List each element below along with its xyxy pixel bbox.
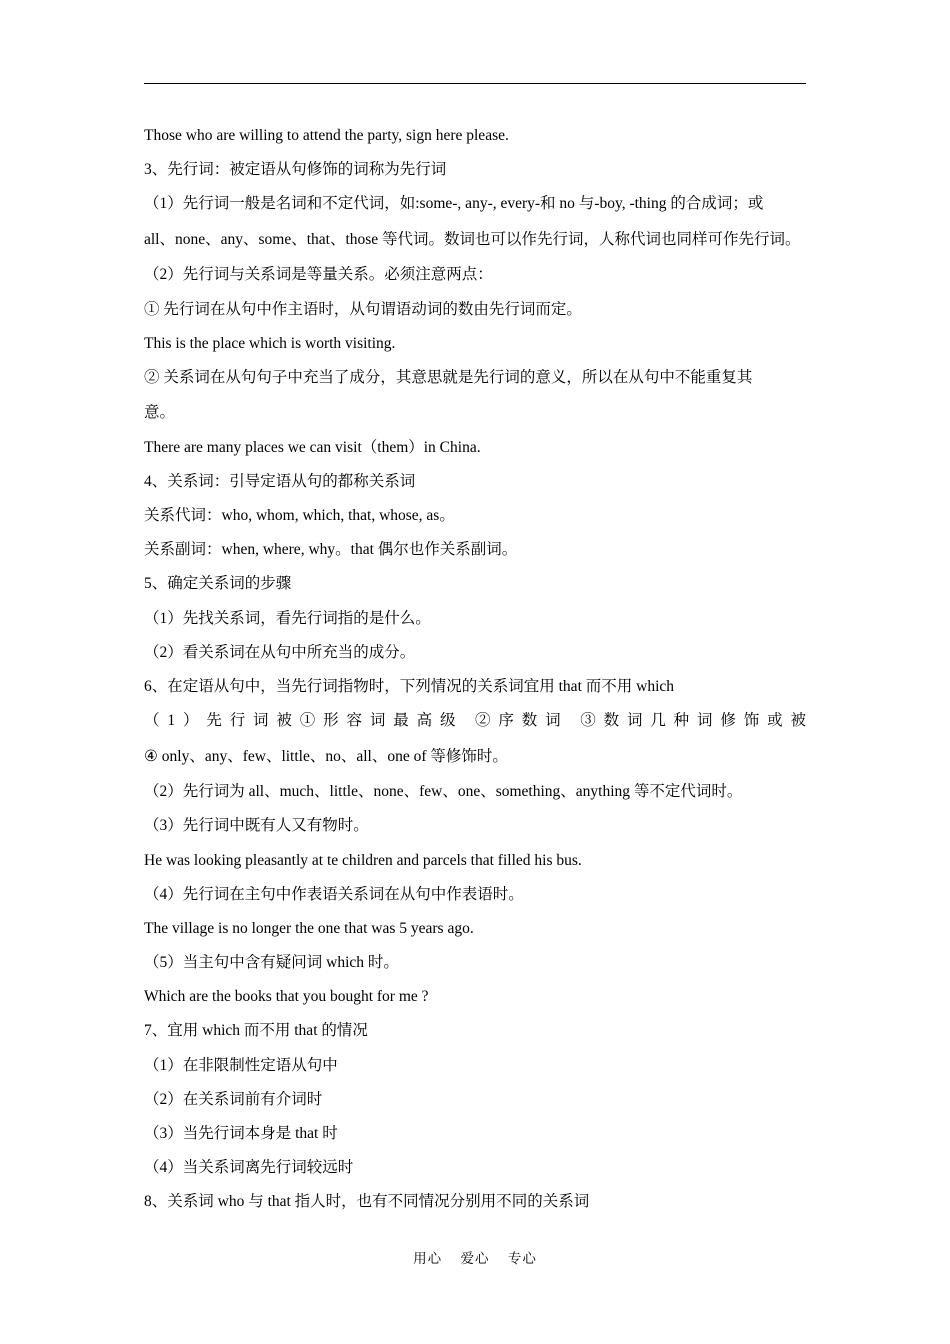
text-line: （2）看关系词在从句中所充当的成分。	[144, 643, 416, 661]
text-line: （1）先行词一般是名词和不定代词，如:some-, any-, every-和 no 与-boy, -thing 的合成词；或	[144, 195, 764, 213]
example-sentence: There are many places we can visit（them）in China.	[144, 438, 481, 456]
header-rule	[144, 83, 806, 84]
text-line: （2）先行词与关系词是等量关系。必须注意两点：	[144, 266, 493, 284]
page-footer: 用心 爱心 专心	[413, 1251, 537, 1266]
section-heading: 7、宜用 which 而不用 that 的情况	[144, 1022, 368, 1040]
text-line: ② 关系词在从句句子中充当了成分，其意思就是先行词的意义，所以在从句中不能重复其	[144, 368, 753, 386]
text-line: ④ only、any、few、little、no、all、one of 等修饰时。	[144, 747, 508, 765]
section-heading: 5、确定关系词的步骤	[144, 575, 292, 593]
text-line: （1）先行词被①形容词最高级 ②序数词 ③数词几种词修饰或被	[144, 712, 806, 730]
document-body	[144, 124, 806, 1225]
text-line: 关系代词：who, whom, which, that, whose, as。	[144, 507, 455, 524]
example-sentence: Which are the books that you bought for me ?	[144, 988, 429, 1006]
text-line: （5）当主句中含有疑问词 which 时。	[144, 954, 399, 972]
text-line: （2）先行词为 all、much、little、none、few、one、something、anything 等不定代词时。	[144, 783, 743, 801]
text-line: （2）在关系词前有介词时	[144, 1090, 323, 1108]
section-heading: 6、在定语从句中，当先行词指物时，下列情况的关系词宜用 that 而不用 which	[144, 677, 674, 695]
text-line: 关系副词：when, where, why。that 偶尔也作关系副词。	[144, 541, 518, 559]
text-line: （1）在非限制性定语从句中	[144, 1056, 338, 1074]
text-line: all、none、any、some、that、those 等代词。数词也可以作先行词，人称代词也同样可作先行词。	[144, 230, 801, 248]
example-sentence: This is the place which is worth visiting.	[144, 334, 396, 352]
text-line: Those who are willing to attend the party, sign here please.	[144, 127, 509, 144]
text-line: ① 先行词在从句中作主语时，从句谓语动词的数由先行词而定。	[144, 300, 582, 318]
section-heading: 8、关系词 who 与 that 指人时，也有不同情况分别用不同的关系词	[144, 1193, 590, 1211]
section-heading: 4、关系词：引导定语从句的都称关系词	[144, 472, 416, 490]
example-sentence: The village is no longer the one that was 5 years ago.	[144, 919, 474, 937]
text-line: 意。	[144, 404, 176, 422]
text-line: （3）当先行词本身是 that 时	[144, 1125, 338, 1142]
example-sentence: He was looking pleasantly at te children and parcels that filled his bus.	[144, 851, 582, 869]
text-line: （3）先行词中既有人又有物时。	[144, 817, 369, 835]
text-line: （1）先找关系词，看先行词指的是什么。	[144, 609, 431, 627]
section-heading: 3、先行词：被定语从句修饰的词称为先行词	[144, 161, 447, 179]
text-line: （4）先行词在主句中作表语关系词在从句中作表语时。	[144, 885, 524, 903]
text-line: （4）当关系词离先行词较远时	[144, 1159, 354, 1177]
